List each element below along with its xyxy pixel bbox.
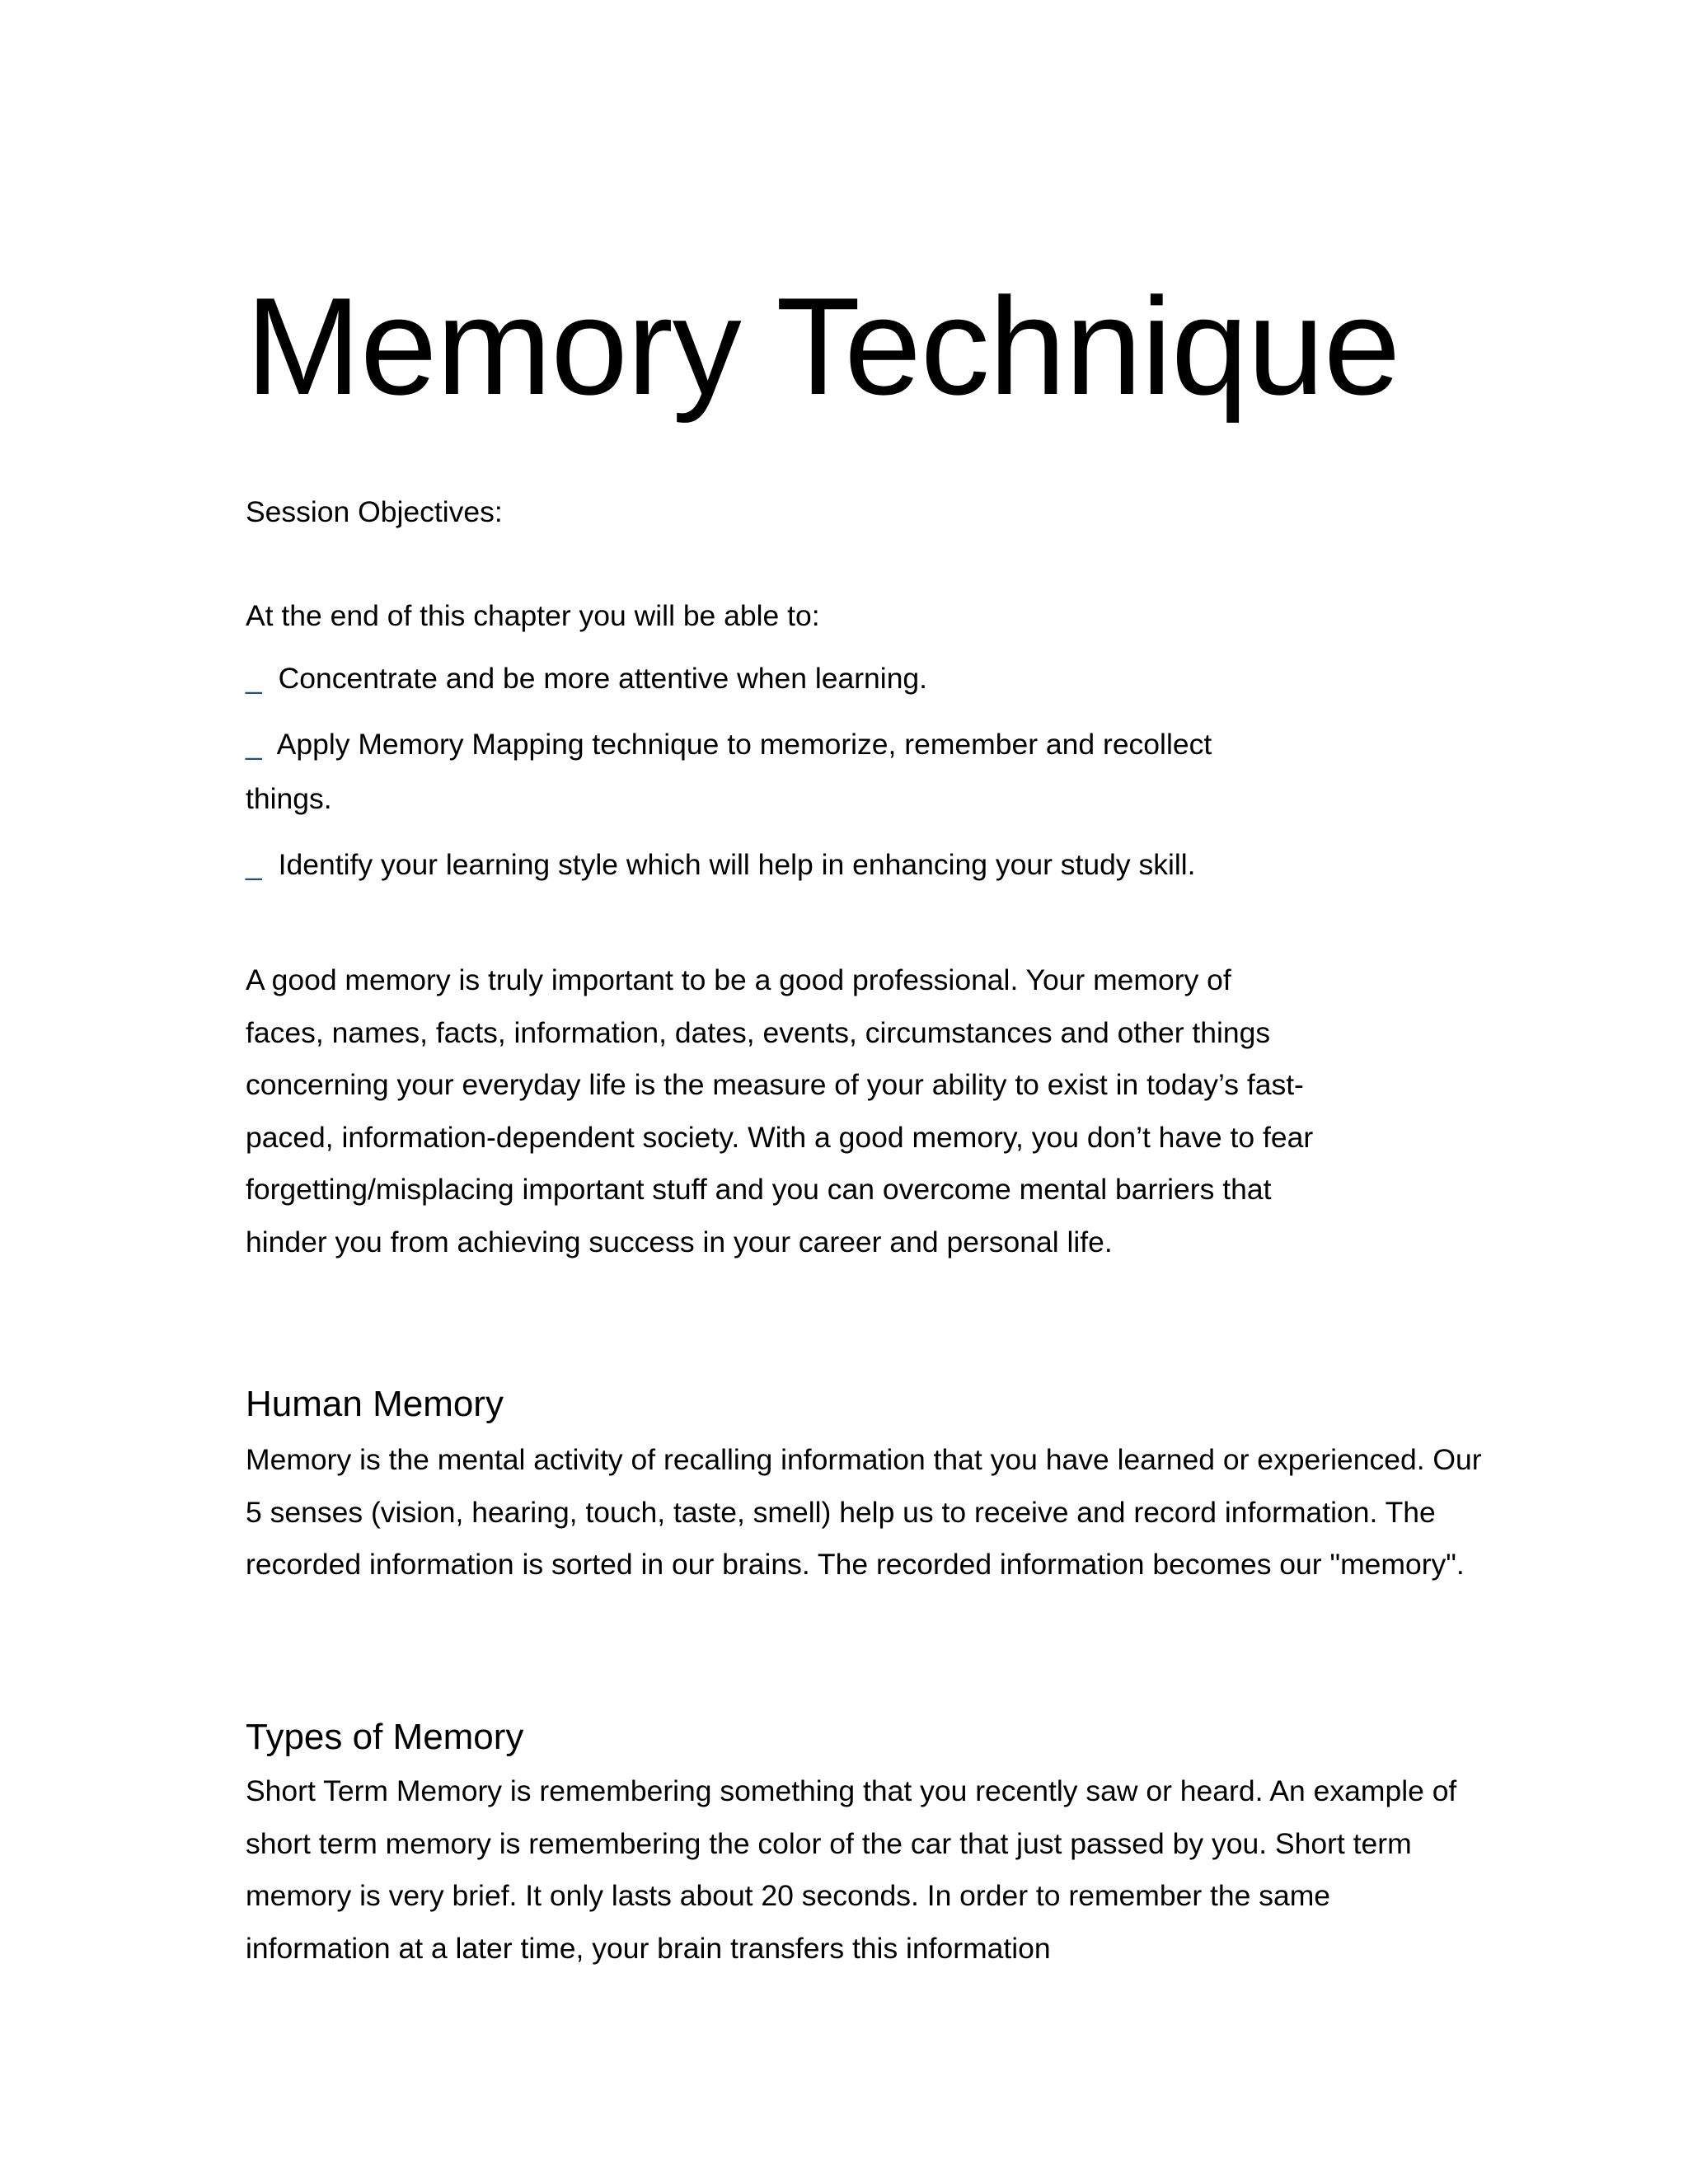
- bullet-marker: _: [246, 662, 262, 695]
- objective-text: Identify your learning style which will help in enhancing your study skill.: [278, 848, 1196, 881]
- bullet-marker: _: [246, 848, 262, 881]
- section-heading-types-of-memory: Types of Memory: [246, 1717, 524, 1757]
- objectives-intro: At the end of this chapter you will be able to:: [246, 599, 820, 632]
- types-of-memory-paragraph: Short Term Memory is remembering something that you recently saw or heard. An example of short term memory is remembering the color of the car that just passed by you. Short term memory is very brief. It only lasts about 20 seconds. In order to remember the same information at a later time, your brain transfers this information: [246, 1774, 1457, 1965]
- objective-item: [246, 651, 1301, 705]
- document-content: [246, 264, 1482, 1965]
- objective-text: Concentrate and be more attentive when learning.: [278, 662, 928, 695]
- session-objectives-label: Session Objectives:: [246, 495, 503, 528]
- objectives-list: [246, 651, 1301, 903]
- bullet-marker: _: [246, 728, 262, 761]
- section-heading-human-memory: Human Memory: [246, 1384, 504, 1424]
- objective-item: [246, 837, 1301, 892]
- objective-item: [246, 717, 1301, 826]
- objective-text: Apply Memory Mapping technique to memorize, remember and recollect things.: [246, 728, 1212, 815]
- memory-importance-paragraph: A good memory is truly important to be a good professional. Your memory of faces, names, facts, information, dates, events, circumstances and other things concerning your everyday life is the measure of your ability to exist in today’s fast-paced, information-dependent society. With a good memory, you don’t have to fear forgetting/misplacing important stuff and you can overcome mental barriers that hinder you from achieving success in your career and personal life.: [246, 963, 1314, 1258]
- document-title: Memory Technique: [246, 269, 1400, 424]
- human-memory-paragraph: Memory is the mental activity of recalling information that you have learned or experienced. Our 5 senses (vision, hearing, touch, taste, smell) help us to receive and record information. The recorded information is sorted in our brains. The recorded information becomes our "memory".: [246, 1443, 1482, 1581]
